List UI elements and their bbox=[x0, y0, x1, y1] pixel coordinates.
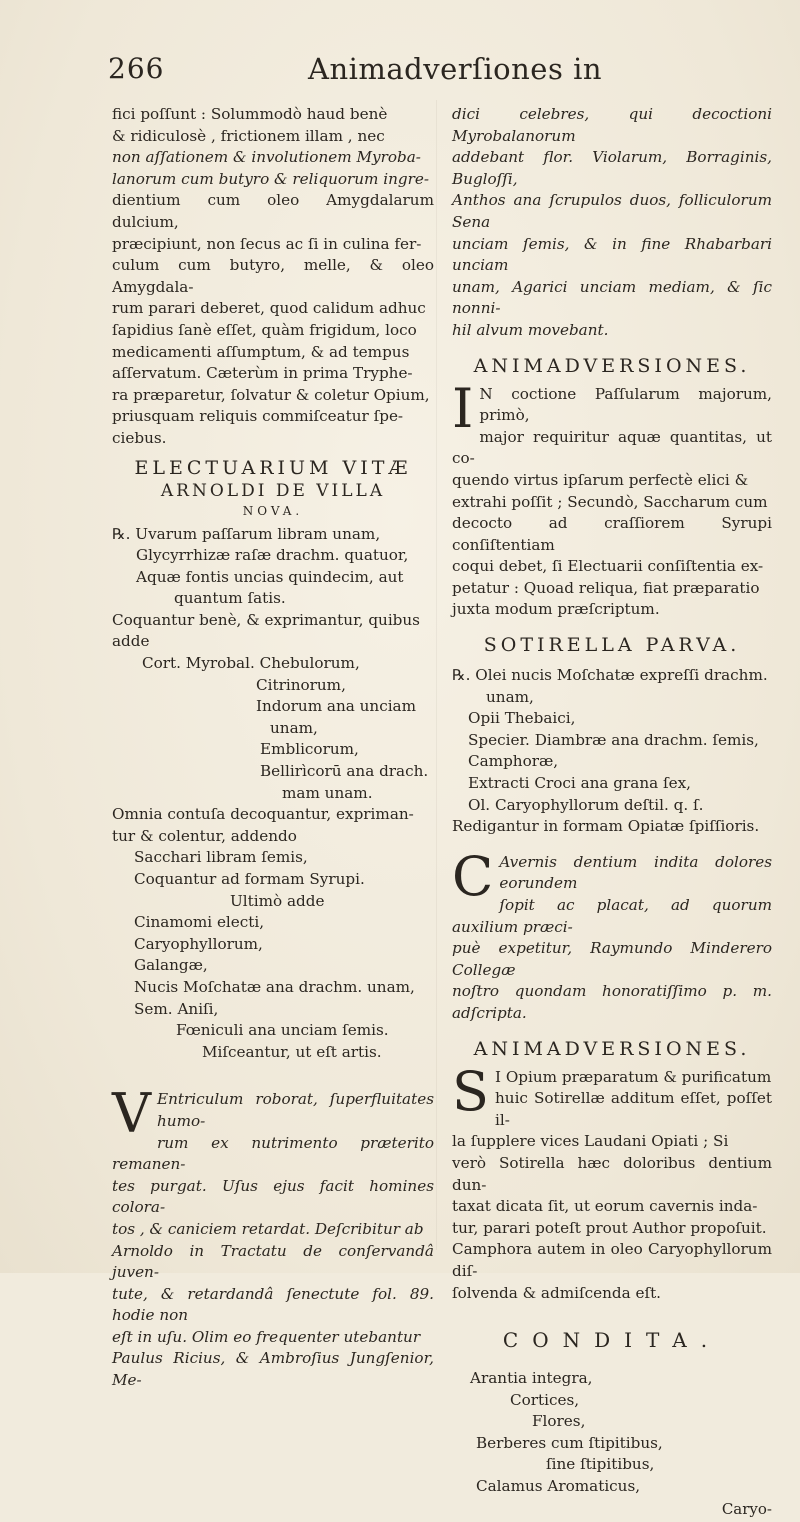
recipe-line: Indorum ana unciam bbox=[256, 697, 417, 716]
list-item: Arantia integra, bbox=[470, 1369, 593, 1388]
condita-list bbox=[452, 1368, 772, 1498]
text-line: petatur : Quoad reliqua, fiat præparatio bbox=[452, 578, 760, 597]
text-line: quendo virtus ipſarum perfectè elici & bbox=[452, 470, 749, 489]
text-line: unciam ſemis, & in fine Rhabarbari unciam bbox=[452, 234, 772, 275]
recipe-line: quantum ſatis. bbox=[174, 589, 286, 608]
section-heading: ELECTUARIUM VITÆ bbox=[134, 456, 412, 479]
recipe-line: Bellirìcorū ana drach. bbox=[260, 762, 429, 781]
list-item: Calamus Aromaticus, bbox=[476, 1477, 641, 1496]
recipe-block bbox=[452, 665, 772, 838]
text-line: unam, Agarici unciam mediam, & ſic nonni- bbox=[452, 277, 772, 318]
text-line: ſopit ac placat, ad quorum auxilium præci- bbox=[452, 896, 772, 936]
recipe-line: unam, bbox=[486, 687, 534, 706]
text-line: N coctione Paſſularum majorum, primò, bbox=[479, 384, 772, 425]
section-heading: ANIMADVERSIONES. bbox=[473, 354, 751, 377]
list-item: ſine ſtipitibus, bbox=[546, 1455, 655, 1474]
drop-cap: V bbox=[112, 1082, 151, 1146]
text-line: huic Sotirellæ additum eſſet, poſſet il- bbox=[495, 1089, 772, 1129]
right-column bbox=[452, 104, 772, 1522]
recipe-line: mam unam. bbox=[282, 783, 373, 802]
text-line: non aſſationem & involutionem Myroba- bbox=[112, 148, 421, 167]
animadversion-block bbox=[452, 376, 772, 622]
recipe-line: Miſceantur, ut eſt artis. bbox=[202, 1042, 382, 1061]
recipe-line: Aquæ fontis uncias quindecim, aut bbox=[136, 567, 404, 586]
column-gutter bbox=[436, 100, 437, 1250]
recipe-line: Ol. Caryophyllorum deſtil. q. ſ. bbox=[468, 795, 704, 814]
text-line: tes purgat. Uſus ejus facit homines colora- bbox=[112, 1176, 434, 1217]
text-line: addebant flor. Violarum, Borraginis, Bugloſſi, bbox=[452, 148, 772, 188]
recipe-line: Emblicorum, bbox=[260, 740, 359, 759]
animadversion-block bbox=[452, 1059, 772, 1305]
running-head: Animadverſiones in bbox=[308, 52, 603, 86]
recipe-line: Opii Thebaici, bbox=[468, 709, 576, 728]
section-heading: CONDITA. bbox=[502, 1328, 722, 1353]
text-line: priusquam reliquis commiſceatur ſpe- bbox=[112, 407, 404, 426]
recipe-line: Extracti Croci ana grana ſex, bbox=[468, 774, 691, 793]
catchword-row bbox=[452, 1498, 772, 1522]
text-line: Avernis dentium indita dolores eorundem bbox=[499, 852, 772, 893]
section-heading: SOTIRELLA PARVA. bbox=[483, 634, 741, 657]
section-title-electuarium bbox=[112, 456, 434, 520]
text-line: præcipiunt, non ſecus ac ſi in culina fer- bbox=[112, 234, 422, 253]
section-heading: ANIMADVERSIONES. bbox=[473, 1037, 751, 1060]
drop-cap: S bbox=[452, 1059, 489, 1123]
text-line: noſtro quondam honoratiſſimo p. m. adſcripta. bbox=[452, 982, 772, 1022]
text-line: lanorum cum butyro & reliquorum ingre- bbox=[112, 169, 430, 188]
text-line: Paulus Ricius, & Ambroſius Jungſenior, Me- bbox=[112, 1349, 434, 1390]
text-line: medicamenti aſſumptum, & ad tempus bbox=[112, 342, 410, 361]
recipe-line: Coquantur benè, & exprimantur, quibus bbox=[112, 610, 420, 629]
text-line: ciebus. bbox=[112, 428, 167, 447]
recipe-line: Ultimò adde bbox=[230, 891, 325, 910]
text-line: puè expetitur, Raymundo Minderero Collegæ bbox=[452, 939, 772, 979]
list-item: Flores, bbox=[532, 1412, 586, 1431]
text-line: tute, & retardandâ ſenectute fol. 89. hodie non bbox=[112, 1284, 434, 1325]
page-header bbox=[108, 52, 768, 96]
commentary-block bbox=[452, 844, 772, 1025]
text-line: ſapidius ſanè eſſet, quàm frigidum, loco bbox=[112, 320, 417, 339]
recipe-line: tur & colentur, addendo bbox=[112, 826, 297, 845]
section-subheading: ARNOLDI DE VILLA bbox=[160, 480, 386, 501]
list-item: Cortices, bbox=[510, 1390, 580, 1409]
text-line: rum parari deberet, quod calidum adhuc bbox=[112, 299, 426, 318]
drop-cap: I bbox=[452, 376, 474, 440]
recipe-line: Redigantur in formam Opiatæ ſpiſſioris. bbox=[452, 817, 760, 836]
recipe-line: Specier. Diambræ ana drachm. ſemis, bbox=[468, 730, 759, 749]
text-line: Camphora autem in oleo Caryophyllorum diſ- bbox=[452, 1240, 772, 1280]
text-line: I Opium præparatum & purificatum bbox=[495, 1067, 772, 1086]
recipe-line: Nucis Moſchatæ ana drachm. unam, bbox=[134, 977, 415, 996]
text-line: major requiritur aquæ quantitas, ut co- bbox=[452, 427, 772, 468]
text-line: la ſupplere vices Laudani Opiati ; Si bbox=[452, 1132, 729, 1151]
text-line: ſolvenda & admiſcenda eſt. bbox=[452, 1283, 661, 1302]
text-line: juxta modum præſcriptum. bbox=[452, 600, 660, 619]
text-line: taxat dicata ſit, ut eorum cavernis inda- bbox=[452, 1197, 758, 1216]
recipe-line: Glycyrrhizæ raſæ drachm. quatuor, bbox=[136, 546, 409, 565]
recipe-line: Cinamomi electi, bbox=[134, 913, 265, 932]
recipe-line: adde bbox=[112, 632, 150, 651]
text-line: & ridiculosè , frictionem illam , nec bbox=[112, 126, 385, 145]
catchword: Caryo- bbox=[721, 1499, 772, 1518]
recipe-line: ℞. Olei nucis Moſchatæ expreſſi drachm. bbox=[452, 666, 768, 685]
text-line: fici poſſunt : Solummodò haud benè bbox=[112, 105, 388, 123]
text-line: Anthos ana ſcrupulos duos, folliculorum Sena bbox=[452, 191, 772, 231]
text-line: dici celebres, qui decoctioni Myrobalanorum bbox=[452, 105, 772, 145]
right-paragraph-1 bbox=[452, 104, 772, 342]
recipe-block bbox=[112, 524, 434, 1064]
recipe-line: Sacchari libram ſemis, bbox=[134, 848, 308, 867]
recipe-line: ℞. Uvarum paſſarum libram unam, bbox=[112, 524, 381, 543]
left-column bbox=[112, 104, 434, 1392]
recipe-line: Sem. Aniſi, bbox=[134, 999, 219, 1018]
left-paragraph-1 bbox=[112, 104, 434, 450]
recipe-line: unam, bbox=[270, 718, 318, 737]
recipe-line: Fœniculi ana unciam ſemis. bbox=[176, 1021, 389, 1040]
page-number: 266 bbox=[108, 52, 165, 85]
recipe-line: Cort. Myrobal. Chebulorum, bbox=[142, 654, 360, 673]
text-line: culum cum butyro, melle, & oleo Amygdala- bbox=[112, 256, 434, 296]
list-item: Berberes cum ſtipitibus, bbox=[476, 1433, 663, 1452]
text-line: aſſervatum. Cæterùm in prima Tryphe- bbox=[112, 364, 413, 383]
text-line: Arnoldo in Tractatu de conſervandâ juven- bbox=[112, 1241, 434, 1282]
text-line: extrahi poſſit ; Secundò, Saccharum cum bbox=[452, 492, 768, 511]
recipe-line: Caryophyllorum, bbox=[134, 934, 263, 953]
text-line: coqui debet, ſi Electuarii conſiſtentia ex- bbox=[452, 557, 764, 576]
text-line: decocto ad craſſiorem Syrupi conſiſtentiam bbox=[452, 514, 772, 554]
recipe-line: Galangæ, bbox=[134, 956, 208, 975]
section-subheading: NOVA. bbox=[242, 503, 304, 518]
commentary-block bbox=[112, 1082, 434, 1391]
recipe-line: Omnia contuſa decoquantur, expriman- bbox=[112, 805, 414, 824]
text-line: rum ex nutrimento præterito remanen- bbox=[112, 1133, 434, 1174]
text-line: tos , & caniciem retardat. Deſcribitur ab bbox=[112, 1219, 424, 1238]
recipe-line: Coquantur ad formam Syrupi. bbox=[134, 870, 365, 888]
text-line: tur, parari poteſt prout Author propoſuit. bbox=[452, 1218, 767, 1237]
text-line: hil alvum movebant. bbox=[452, 320, 609, 339]
recipe-line: Citrinorum, bbox=[256, 675, 346, 694]
text-line: dientium cum oleo Amygdalarum dulcium, bbox=[112, 191, 434, 231]
text-line: verò Sotirella hæc doloribus dentium dun- bbox=[452, 1153, 772, 1194]
text-line: ra præparetur, ſolvatur & coletur Opium, bbox=[112, 385, 430, 404]
recipe-line: Camphoræ, bbox=[468, 752, 559, 771]
text-line: Entriculum roborat, ſuperfluitates humo- bbox=[157, 1090, 434, 1130]
text-line: eſt in uſu. Olim eo frequenter utebantur bbox=[112, 1327, 421, 1346]
drop-cap: C bbox=[452, 844, 494, 908]
